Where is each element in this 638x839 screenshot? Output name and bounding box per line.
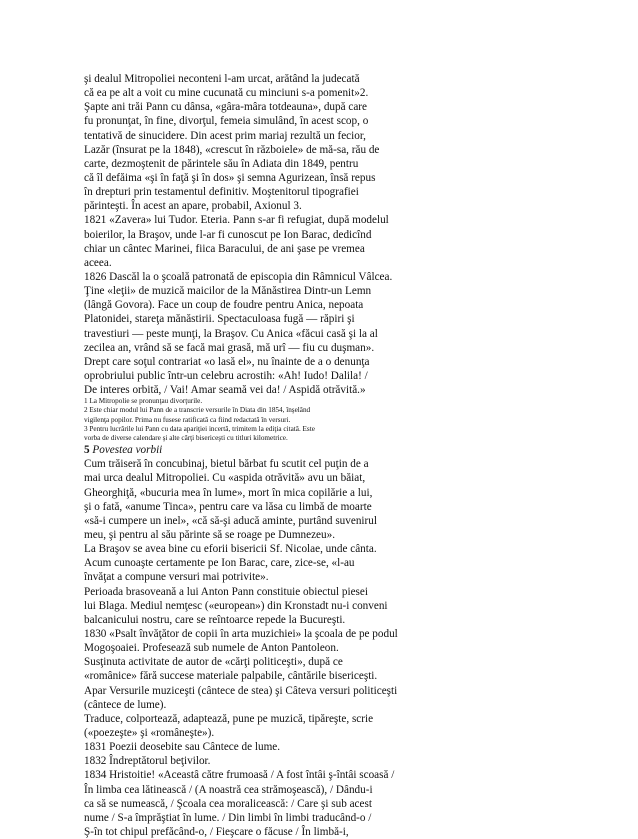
text-line: (lângă Govora). Face un coup de foudre pentru Anica, nepoata [84, 299, 364, 312]
text-line: aceea. [84, 256, 112, 269]
text-line: carte, dezmoştenit de părintele său în Adiata din 1849, pentru [84, 157, 359, 170]
text-line: mai urca dealul Mitropoliei. Cu «aspida otrăvită» avu un băiat, [84, 472, 366, 485]
text-line: balcanicului nostru, care se reîntoarce repede la Bucureşti. [84, 613, 346, 626]
text-line: Perioada brasoveană a lui Anton Pann constituie obiectul piesei [84, 585, 368, 598]
footnote: 1 La Mitropolie se pronunţau divorţurile. [84, 397, 203, 406]
text-line: «româniсe» fără succese materiale palpabile, cântările bisericeşti. [84, 670, 378, 683]
text-line: că ea pe alt a voit cu mine cucunată cu minciuni s-a pomenit»2. [84, 87, 369, 100]
footnote: 2 Este chiar modul lui Pann de a transcrie versurile în Diata din 1854, înşelând [84, 406, 311, 415]
text-line: (cântece de lume). [84, 698, 167, 711]
footnote: 3 Pentru lucrările lui Pann cu data apariţiei incertă, trimitem la ediţia citată. Este [84, 424, 315, 433]
text-line: Lazăr (însurat pe la 1848), «crescut în războiele» de mă-sa, rău de [84, 143, 380, 156]
paragraph-block-top [84, 72, 564, 397]
text-line: Apar Versurile muziceşti (cântece de stea) şi Câteva versuri politiceşti [84, 684, 398, 697]
text-line: travestiuri — peste munţi, la Braşov. Cu Anica «făcui casă şi la al [84, 327, 378, 340]
text-line: 1831 Poezii deosebite sau Cântece de lume. [84, 741, 281, 754]
text-line: Platonidei, stareţa mănăstirii. Spectaculoasa fugă — răpiri şi [84, 313, 355, 326]
text-line: Ţine «leţii» de muzică maicilor de la Mănăstirea Dintr-un Lemn [84, 285, 372, 298]
text-line: lui Blaga. Mediul nemţesc («european») din Kronstadt nu-i conveni [84, 599, 388, 612]
text-line: Şapte ani trăi Pann cu dânsa, «gâra-mâra totdeauna», după care [84, 101, 367, 114]
text-line: 1830 «Psalt învăţător de copii în arta muzichiei» la şcoala de pe podul [84, 628, 398, 640]
text-line: şi dealul Mitropoliei neconteni l-am urcat, arătând la judecată [84, 73, 360, 85]
text-line: şi o fată, «anume Tinca», pentru care va lăsa cu limbă de moarte [84, 500, 372, 513]
text-line: Mogoşoaiei. Profesează sub numele de Anton Pantoleon. [84, 642, 339, 655]
text-line: Susţinuta activitate de autor de «cărţi politiceşti», după ce [84, 656, 343, 669]
text-line: fu pronunţat, în fine, divorţul, femeia simulând, în acest scop, o [84, 115, 369, 128]
document-page [84, 72, 564, 839]
text-line: Cum trăiseră în concubinaj, bietul bărbat fu scutit cel puţin de a [84, 458, 369, 471]
text-line: că îl defăima «şi în faţă şi în dos» şi semna Agurizean, însă repus [84, 171, 376, 184]
section-title: Povestea vorbii [92, 444, 163, 457]
text-line: 1826 Dascăl la o şcoală patronată de episcopia din Râmnicul Vâlcea. [84, 270, 393, 283]
text-line: nume / S-a împrăştiat în lume. / Din limbi în limbi traducând-o / [84, 811, 372, 824]
text-line: La Braşov se avea bine cu eforii bisericii Sf. Nicolae, unde cânta. [84, 543, 377, 556]
section-heading [84, 443, 564, 457]
text-line: Drept care soţul contrariat «o lasă el», nu înainte de a o denunţa [84, 355, 370, 368]
text-line: tentativă de sinucidere. Din acest prim mariaj rezultă un fecior, [84, 129, 366, 142]
text-line: părinteşti. În acest an apare, probabil, Axionul 3. [84, 200, 302, 213]
text-line: chiar un cântec Marinei, fiica Baracului, de ani şase pe vremea [84, 242, 365, 255]
text-line: 1821 «Zavera» lui Tudor. Eteria. Pann s-ar fi refugiat, după modelul [84, 214, 389, 227]
text-line: Traduce, colportează, adaptează, pune pe muzică, tipăreşte, scrie [84, 712, 374, 725]
text-line: De interes orbită, / Vai! Amar seamă vei da! / Aspidă otrăvită.» [84, 384, 366, 397]
text-line: meu, şi pentru al său părinte să se roage pe Dumnezeu». [84, 529, 336, 542]
text-line: («poezeşte» şi «româneşte»). [84, 726, 215, 739]
text-line: zecilea an, vrând să se facă mai grasă, mă urî — fiu cu duşman». [84, 341, 375, 354]
text-line: În limba cea lătinească / (A noastră cea strămoşească), / Dându-i [84, 783, 373, 796]
text-line: 1832 Îndreptătorul beţivilor. [84, 755, 211, 768]
footnote: vorba de diverse calendare şi alte cărţi bisericeşti cu titluri kilometrice. [84, 433, 288, 442]
text-line: Ş-în tot chipul prefăcând-o, / Fieşcare o făcuse / În limbă-i, [84, 825, 349, 838]
section-number: 5 [84, 444, 90, 457]
text-line: Acum cunoaşte certamente pe Ion Barac, care, zice-se, «l-au [84, 557, 355, 570]
footnote: vigilenţa popilor. Prima nu fusese ratificată ca fiind redactată în versuri. [84, 415, 291, 424]
text-line: în drepturi prin testamentul definitiv. Moştenitorul tipografiei [84, 186, 359, 199]
paragraph-block-bottom [84, 457, 564, 839]
text-line: 1834 Hristoitie! «Aceastâ către frumoasă / A fost întâi ş-întâi scoasă / [84, 769, 395, 782]
text-line: învăţat a compune versuri mai potrivite». [84, 571, 269, 584]
text-line: Gheorghiţă, «bucuria mea în lume», mort în mica copilărie a lui, [84, 486, 373, 499]
text-line: ca să se numească, / Şcoala cea moralicească: / Care şi sub acest [84, 797, 372, 810]
text-line: oprobriului public într-un celebru acrostih: «Ah! Iudo! Dalila! / [84, 369, 368, 382]
text-line: «să-i cumpere un inel», «că să-şi aducă aminte, purtând suvenirul [84, 514, 377, 527]
text-line: boierilor, la Braşov, unde l-ar fi cunoscut pe Ion Barac, dedicînd [84, 228, 372, 241]
footnotes [84, 397, 564, 443]
